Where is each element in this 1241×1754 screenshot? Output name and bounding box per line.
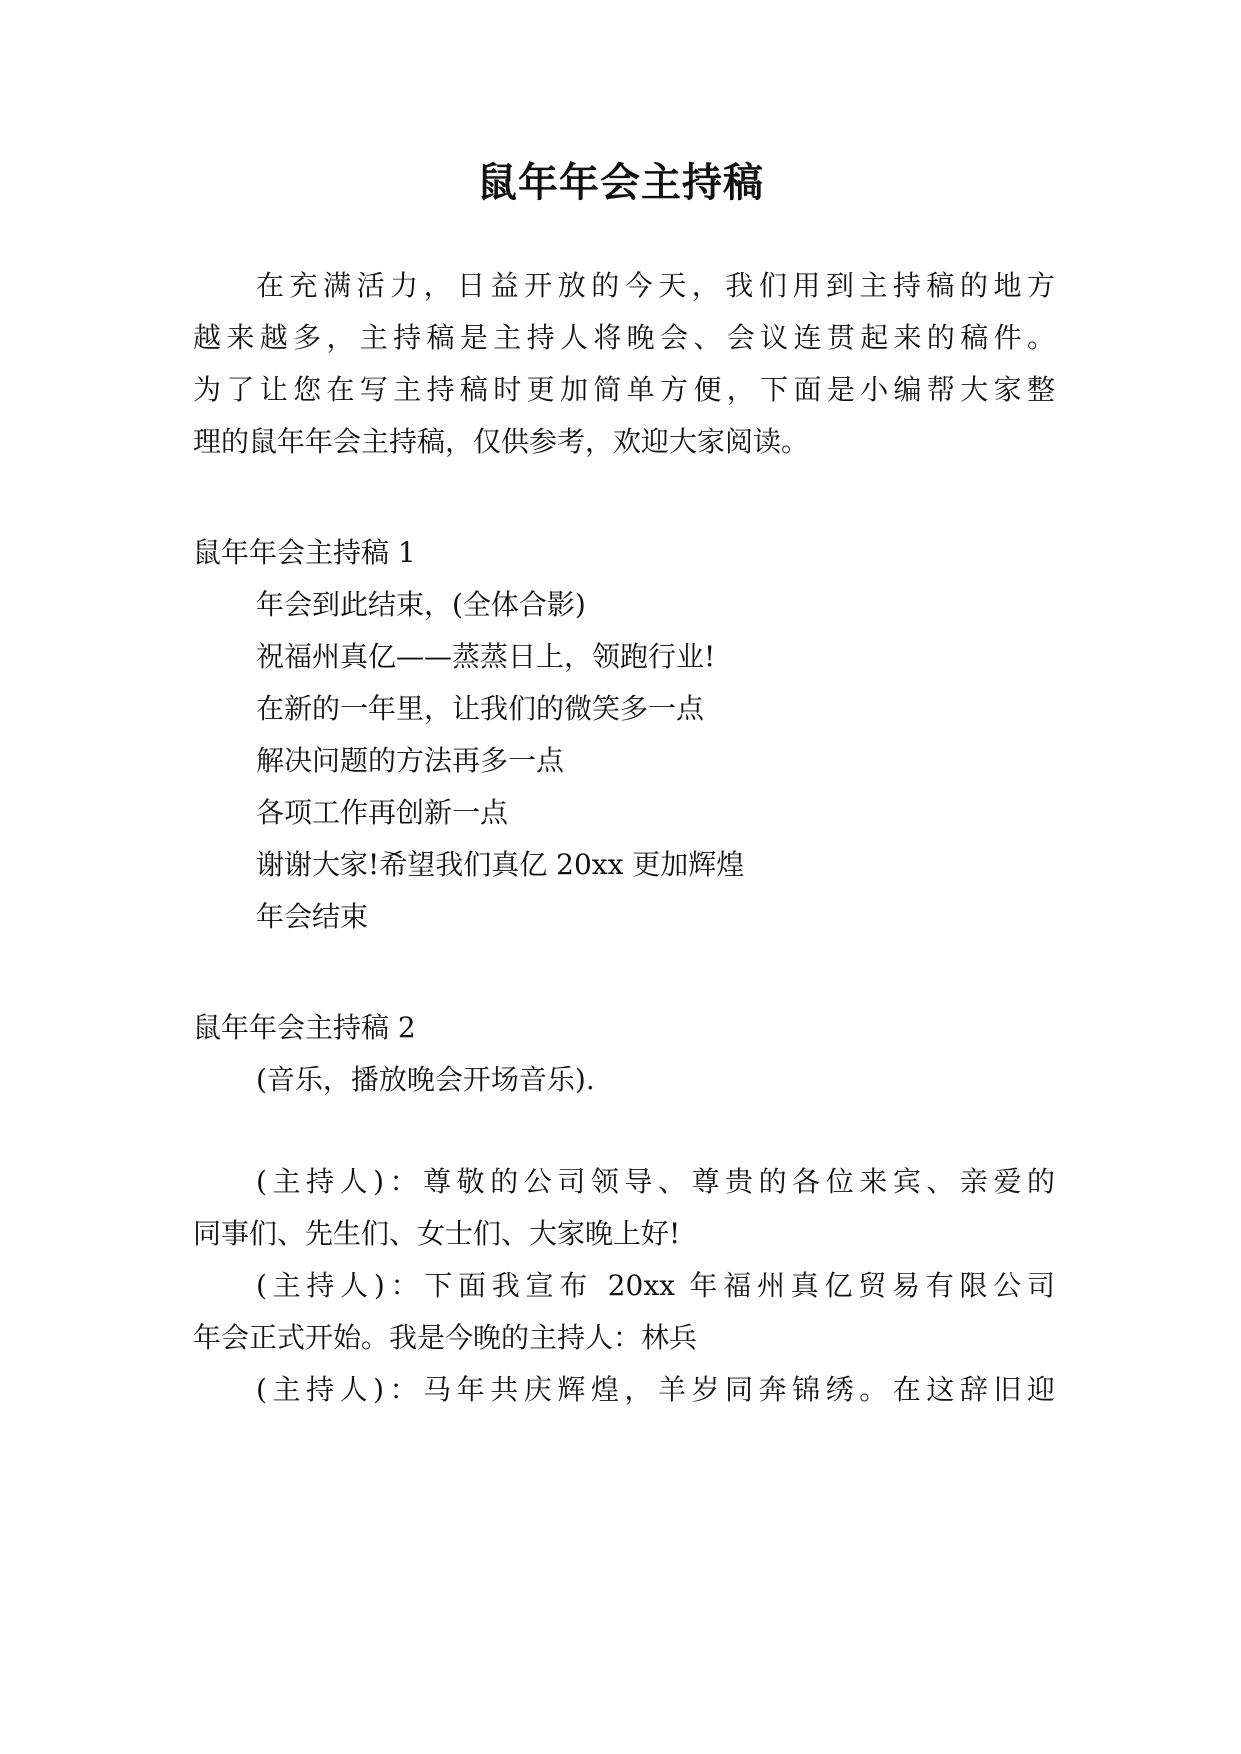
- section2-line: 年会正式开始。我是今晚的主持人：林兵: [193, 1321, 698, 1354]
- section1-line: 解决问题的方法再多一点: [256, 744, 565, 777]
- section2-line: 同事们、先生们、女士们、大家晚上好!: [193, 1217, 681, 1250]
- intro-line: 理的鼠年年会主持稿，仅供参考，欢迎大家阅读。: [193, 425, 810, 458]
- intro-line: 越来越多，主持稿是主持人将晚会、会议连贯起来的稿件。: [193, 321, 1055, 354]
- section1-line: 祝福州真亿——蒸蒸日上，领跑行业!: [256, 640, 716, 673]
- section2-music: (音乐，播放晚会开场音乐).: [256, 1063, 595, 1096]
- section1-line: 谢谢大家!希望我们真亿 20xx 更加辉煌: [256, 848, 745, 881]
- section-heading-2: 鼠年年会主持稿 2: [193, 1011, 416, 1044]
- section1-line: 各项工作再创新一点: [256, 796, 509, 829]
- section2-line: (主持人)：马年共庆辉煌，羊岁同奔锦绣。在这辞旧迎: [256, 1373, 1055, 1406]
- intro-line: 在充满活力，日益开放的今天，我们用到主持稿的地方: [256, 269, 1055, 302]
- section1-line: 在新的一年里，让我们的微笑多一点: [256, 692, 705, 725]
- section2-line: (主持人)：尊敬的公司领导、尊贵的各位来宾、亲爱的: [256, 1165, 1055, 1198]
- section-heading-1: 鼠年年会主持稿 1: [193, 536, 416, 569]
- section2-line: (主持人)：下面我宣布 20xx 年福州真亿贸易有限公司: [256, 1269, 1055, 1302]
- section1-line: 年会到此结束，(全体合影): [256, 588, 586, 621]
- intro-line: 为了让您在写主持稿时更加简单方便，下面是小编帮大家整: [193, 373, 1055, 406]
- document-title: 鼠年年会主持稿: [477, 160, 764, 206]
- section1-line: 年会结束: [256, 900, 369, 933]
